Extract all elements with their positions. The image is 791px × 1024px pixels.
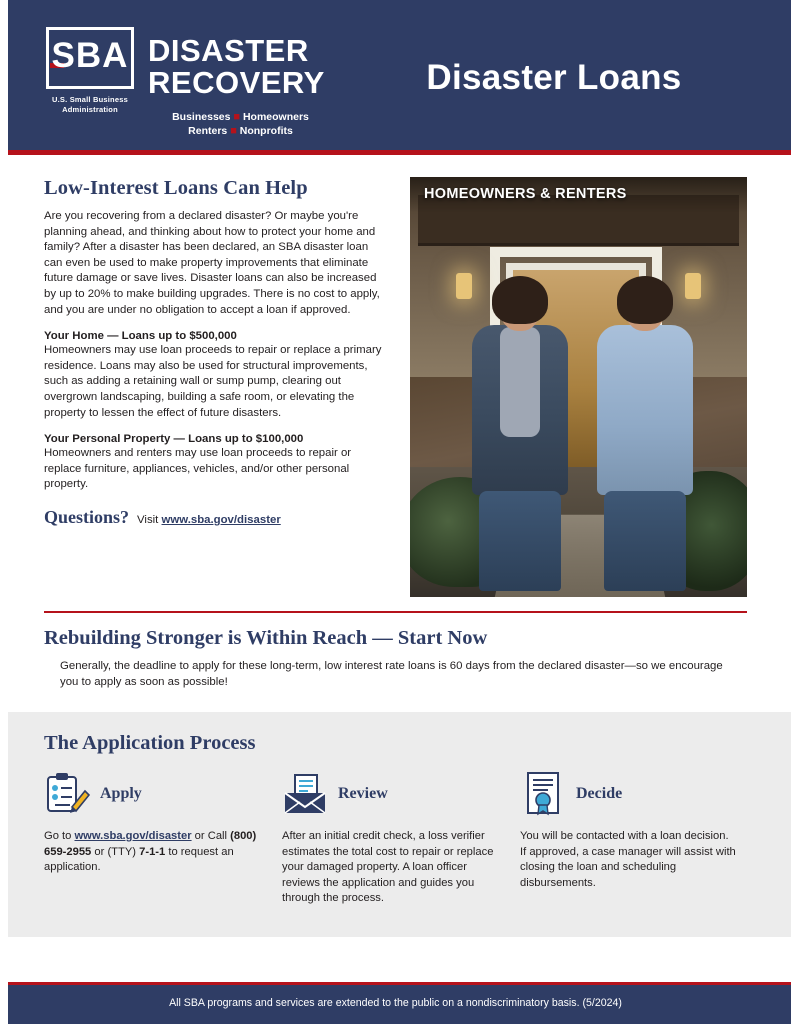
audience-nonprofits: Nonprofits bbox=[239, 125, 293, 137]
audience-list bbox=[148, 110, 333, 138]
questions-row bbox=[44, 507, 384, 528]
step-label-apply: Apply bbox=[100, 785, 142, 802]
footer-text: All SBA programs and services are extended to the public on a nondiscriminatory basis. (5/2024) bbox=[169, 997, 622, 1009]
envelope-document-icon bbox=[282, 771, 328, 817]
clipboard-pen-icon bbox=[44, 771, 90, 817]
application-process-section bbox=[0, 712, 791, 937]
apply-phone: (800) 659-2955 bbox=[44, 830, 257, 858]
audience-renters: Renters bbox=[188, 125, 228, 137]
intro-paragraph: Are you recovering from a declared disaster? Or maybe you're planning ahead, and thinking about how to protect your home and family? After a disaster has been declared, an SBA disaster loan can even be used to make property improvements that eliminate future damage or save lives. Disaster loans can also be increased by up to 20% to make building upgrades. There is no cost to apply, and you are under no obligation to accept a loan if approved. bbox=[44, 210, 380, 316]
agency-name: U.S. Small Business Administration bbox=[52, 95, 128, 114]
main-content bbox=[0, 155, 791, 597]
photo-caption: HOMEOWNERS & RENTERS bbox=[410, 177, 747, 212]
bullet-dot-icon: ■ bbox=[230, 125, 237, 137]
apply-text-or: or (TTY) bbox=[91, 845, 140, 858]
step-text-decide: You will be contacted with a loan decision. If approved, a case manager will assist with closing the loan and scheduling disbursements. bbox=[520, 830, 736, 889]
questions-link[interactable]: www.sba.gov/disaster bbox=[161, 513, 281, 526]
certificate-seal-icon bbox=[520, 771, 566, 817]
person-man bbox=[597, 285, 693, 591]
page-title bbox=[333, 58, 765, 98]
apply-text-suffix: to request an application. bbox=[44, 845, 234, 874]
sba-logo-letters: SBA bbox=[51, 36, 129, 75]
audience-businesses: Businesses bbox=[172, 111, 231, 123]
questions-prefix: Visit bbox=[137, 513, 159, 526]
bullet-dot-icon: ■ bbox=[233, 111, 241, 123]
sba-logo-bracket-icon bbox=[46, 27, 134, 89]
program-name-line1: DISASTER bbox=[148, 33, 309, 68]
step-label-decide: Decide bbox=[576, 785, 623, 802]
apply-link[interactable]: www.sba.gov/disaster bbox=[74, 830, 192, 842]
questions-label: Questions? bbox=[44, 506, 130, 527]
your-home-paragraph: Homeowners may use loan proceeds to repair or replace a primary residence. Loans may also be used for structural improvements, such as adding a retaining wall or sump pump, clearing out overgrown landscaping, building a safe room, or elevating the property to lessen the effect of future disasters. bbox=[44, 344, 382, 419]
rebuilding-text: Generally, the deadline to apply for these long-term, low interest rate loans is 60 days from the declared disaster—so we encourage you to apply as soon as possible! bbox=[60, 660, 723, 688]
sba-logo-mark bbox=[46, 17, 134, 115]
step-text-apply bbox=[44, 829, 260, 876]
section-heading-low-interest: Low-Interest Loans Can Help bbox=[44, 177, 308, 199]
questions-text bbox=[137, 514, 281, 526]
step-label-review: Review bbox=[338, 785, 388, 802]
process-steps bbox=[44, 769, 747, 907]
sba-logo-block bbox=[26, 17, 333, 138]
program-name-line2: RECOVERY bbox=[148, 65, 325, 100]
audience-homeowners: Homeowners bbox=[242, 111, 309, 123]
rebuilding-heading: Rebuilding Stronger is Within Reach — Start Now bbox=[44, 627, 488, 649]
porch-light-icon bbox=[456, 273, 472, 299]
process-step-decide bbox=[520, 769, 736, 907]
text-column bbox=[44, 177, 384, 597]
process-step-apply bbox=[44, 769, 260, 907]
personal-property-paragraph: Homeowners and renters may use loan proceeds to repair or replace furniture, appliances, vehicles, and/or other personal property. bbox=[44, 447, 352, 491]
page-title-text: Disaster Loans bbox=[426, 57, 682, 97]
apply-text-middle: or Call bbox=[191, 830, 231, 842]
program-name bbox=[148, 17, 333, 138]
homeowners-renters-photo bbox=[410, 177, 747, 597]
photo-column bbox=[410, 177, 747, 597]
subheading-your-home: Your Home — Loans up to $500,000 bbox=[44, 330, 237, 343]
page-edge bbox=[0, 0, 8, 1024]
apply-tty: 7-1-1 bbox=[139, 845, 166, 858]
person-woman bbox=[472, 285, 568, 591]
rebuilding-section bbox=[0, 613, 791, 712]
page-footer bbox=[0, 982, 791, 1024]
process-step-review bbox=[282, 769, 498, 907]
subheading-personal-property: Your Personal Property — Loans up to $100,000 bbox=[44, 433, 304, 446]
apply-text-prefix: Go to bbox=[44, 830, 75, 842]
page-header bbox=[0, 0, 791, 155]
application-process-heading: The Application Process bbox=[44, 732, 256, 754]
step-text-review: After an initial credit check, a loss verifier estimates the total cost to repair or replace your damaged property. A loan officer reviews the application and guides you through the process. bbox=[282, 830, 494, 905]
